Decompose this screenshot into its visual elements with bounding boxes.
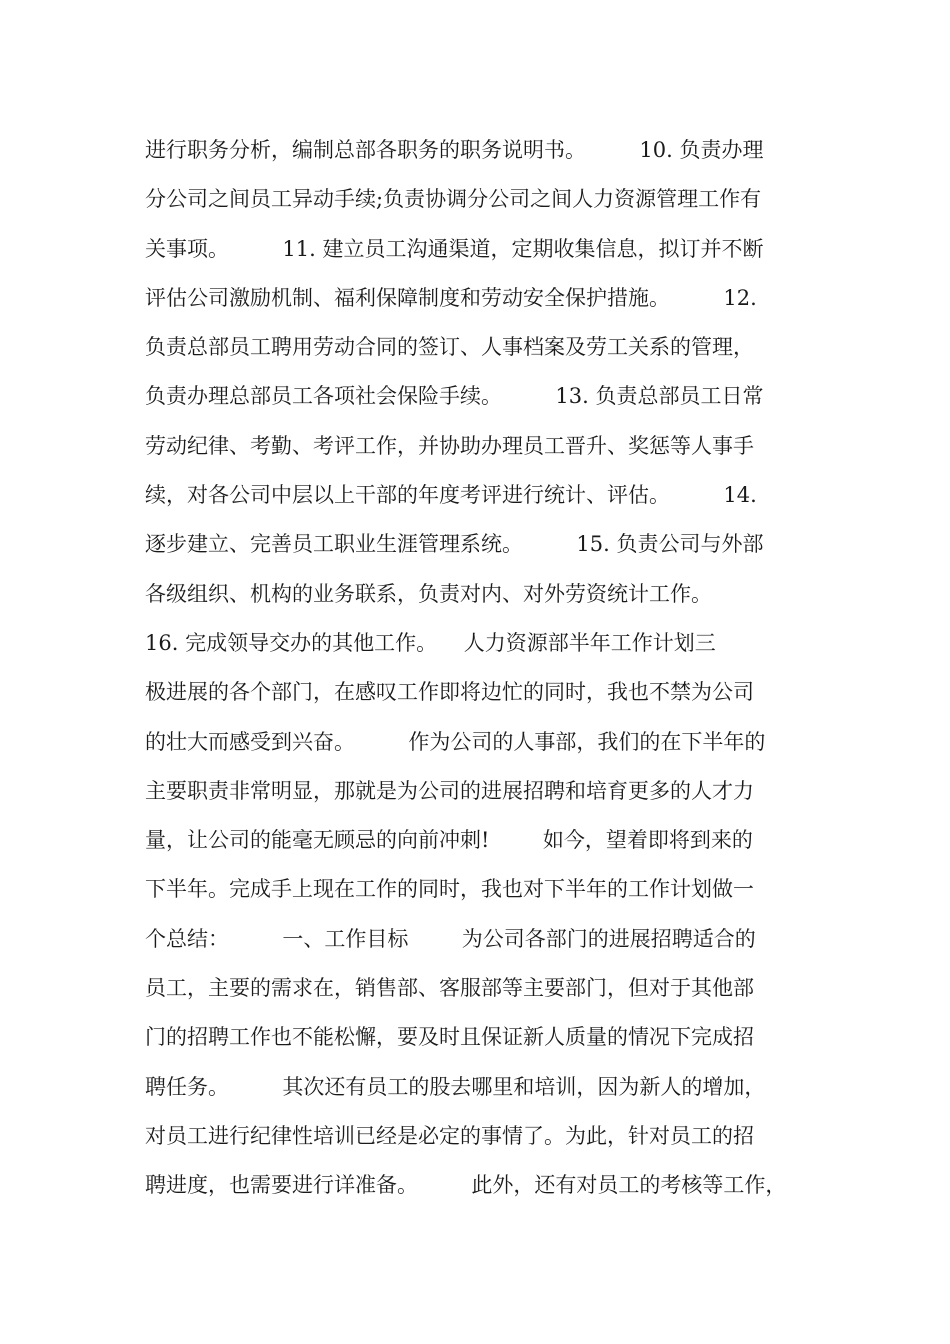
text-line: 门的招聘工作也不能松懈，要及时且保证新人质量的情况下完成招 xyxy=(145,1025,754,1050)
text-line: 负责办理总部员工各项社会保险手续。 13. 负责总部员工日常 xyxy=(145,384,764,409)
text-line: 各级组织、机构的业务联系，负责对内、对外劳资统计工作。 xyxy=(145,581,712,606)
text-line: 的壮大而感受到兴奋。 作为公司的人事部，我们的在下半年的 xyxy=(145,729,766,754)
text-line: 逐步建立、完善员工职业生涯管理系统。 15. 负责公司与外部 xyxy=(145,532,764,557)
text-line: 聘任务。 其次还有员工的股去哪里和培训，因为新人的增加， xyxy=(145,1074,766,1099)
text-line: 量，让公司的能毫无顾忌的向前冲刺! 如今，望着即将到来的 xyxy=(145,828,753,853)
text-line: 对员工进行纪律性培训已经是必定的事情了。为此，针对员工的招 xyxy=(145,1123,754,1148)
text-line: 聘进度，也需要进行详准备。 此外，还有对员工的考核等工作， xyxy=(145,1173,787,1198)
text-line: 主要职责非常明显，那就是为公司的进展招聘和培育更多的人才力 xyxy=(145,778,754,803)
text-line: 关事项。 11. 建立员工沟通渠道，定期收集信息，拟订并不断 xyxy=(145,236,764,261)
text-line: 下半年。完成手上现在工作的同时，我也对下半年的工作计划做一 xyxy=(145,877,754,902)
body-text xyxy=(145,126,810,1211)
text-line: 续，对各公司中层以上干部的年度考评进行统计、评估。 14. xyxy=(145,483,757,508)
text-line: 极进展的各个部门，在感叹工作即将边忙的同时，我也不禁为公司 xyxy=(145,680,754,705)
text-line: 个总结： 一、工作目标 为公司各部门的进展招聘适合的 xyxy=(145,926,756,951)
text-line: 评估公司激励机制、福利保障制度和劳动安全保护措施。 12. xyxy=(145,285,757,310)
text-line: 分公司之间员工异动手续;负责协调分公司之间人力资源管理工作有 xyxy=(145,187,762,212)
text-line: 进行职务分析，编制总部各职务的职务说明书。 10. 负责办理 xyxy=(145,138,764,162)
text-line: 16. 完成领导交办的其他工作。 人力资源部半年工作计划三 xyxy=(145,630,716,655)
text-line: 负责总部员工聘用劳动合同的签订、人事档案及劳工关系的管理， xyxy=(145,335,754,360)
text-line: 员工，主要的需求在，销售部、客服部等主要部门，但对于其他部 xyxy=(145,976,754,1001)
text-line: 劳动纪律、考勤、考评工作，并协助办理员工晋升、奖惩等人事手 xyxy=(145,433,754,458)
